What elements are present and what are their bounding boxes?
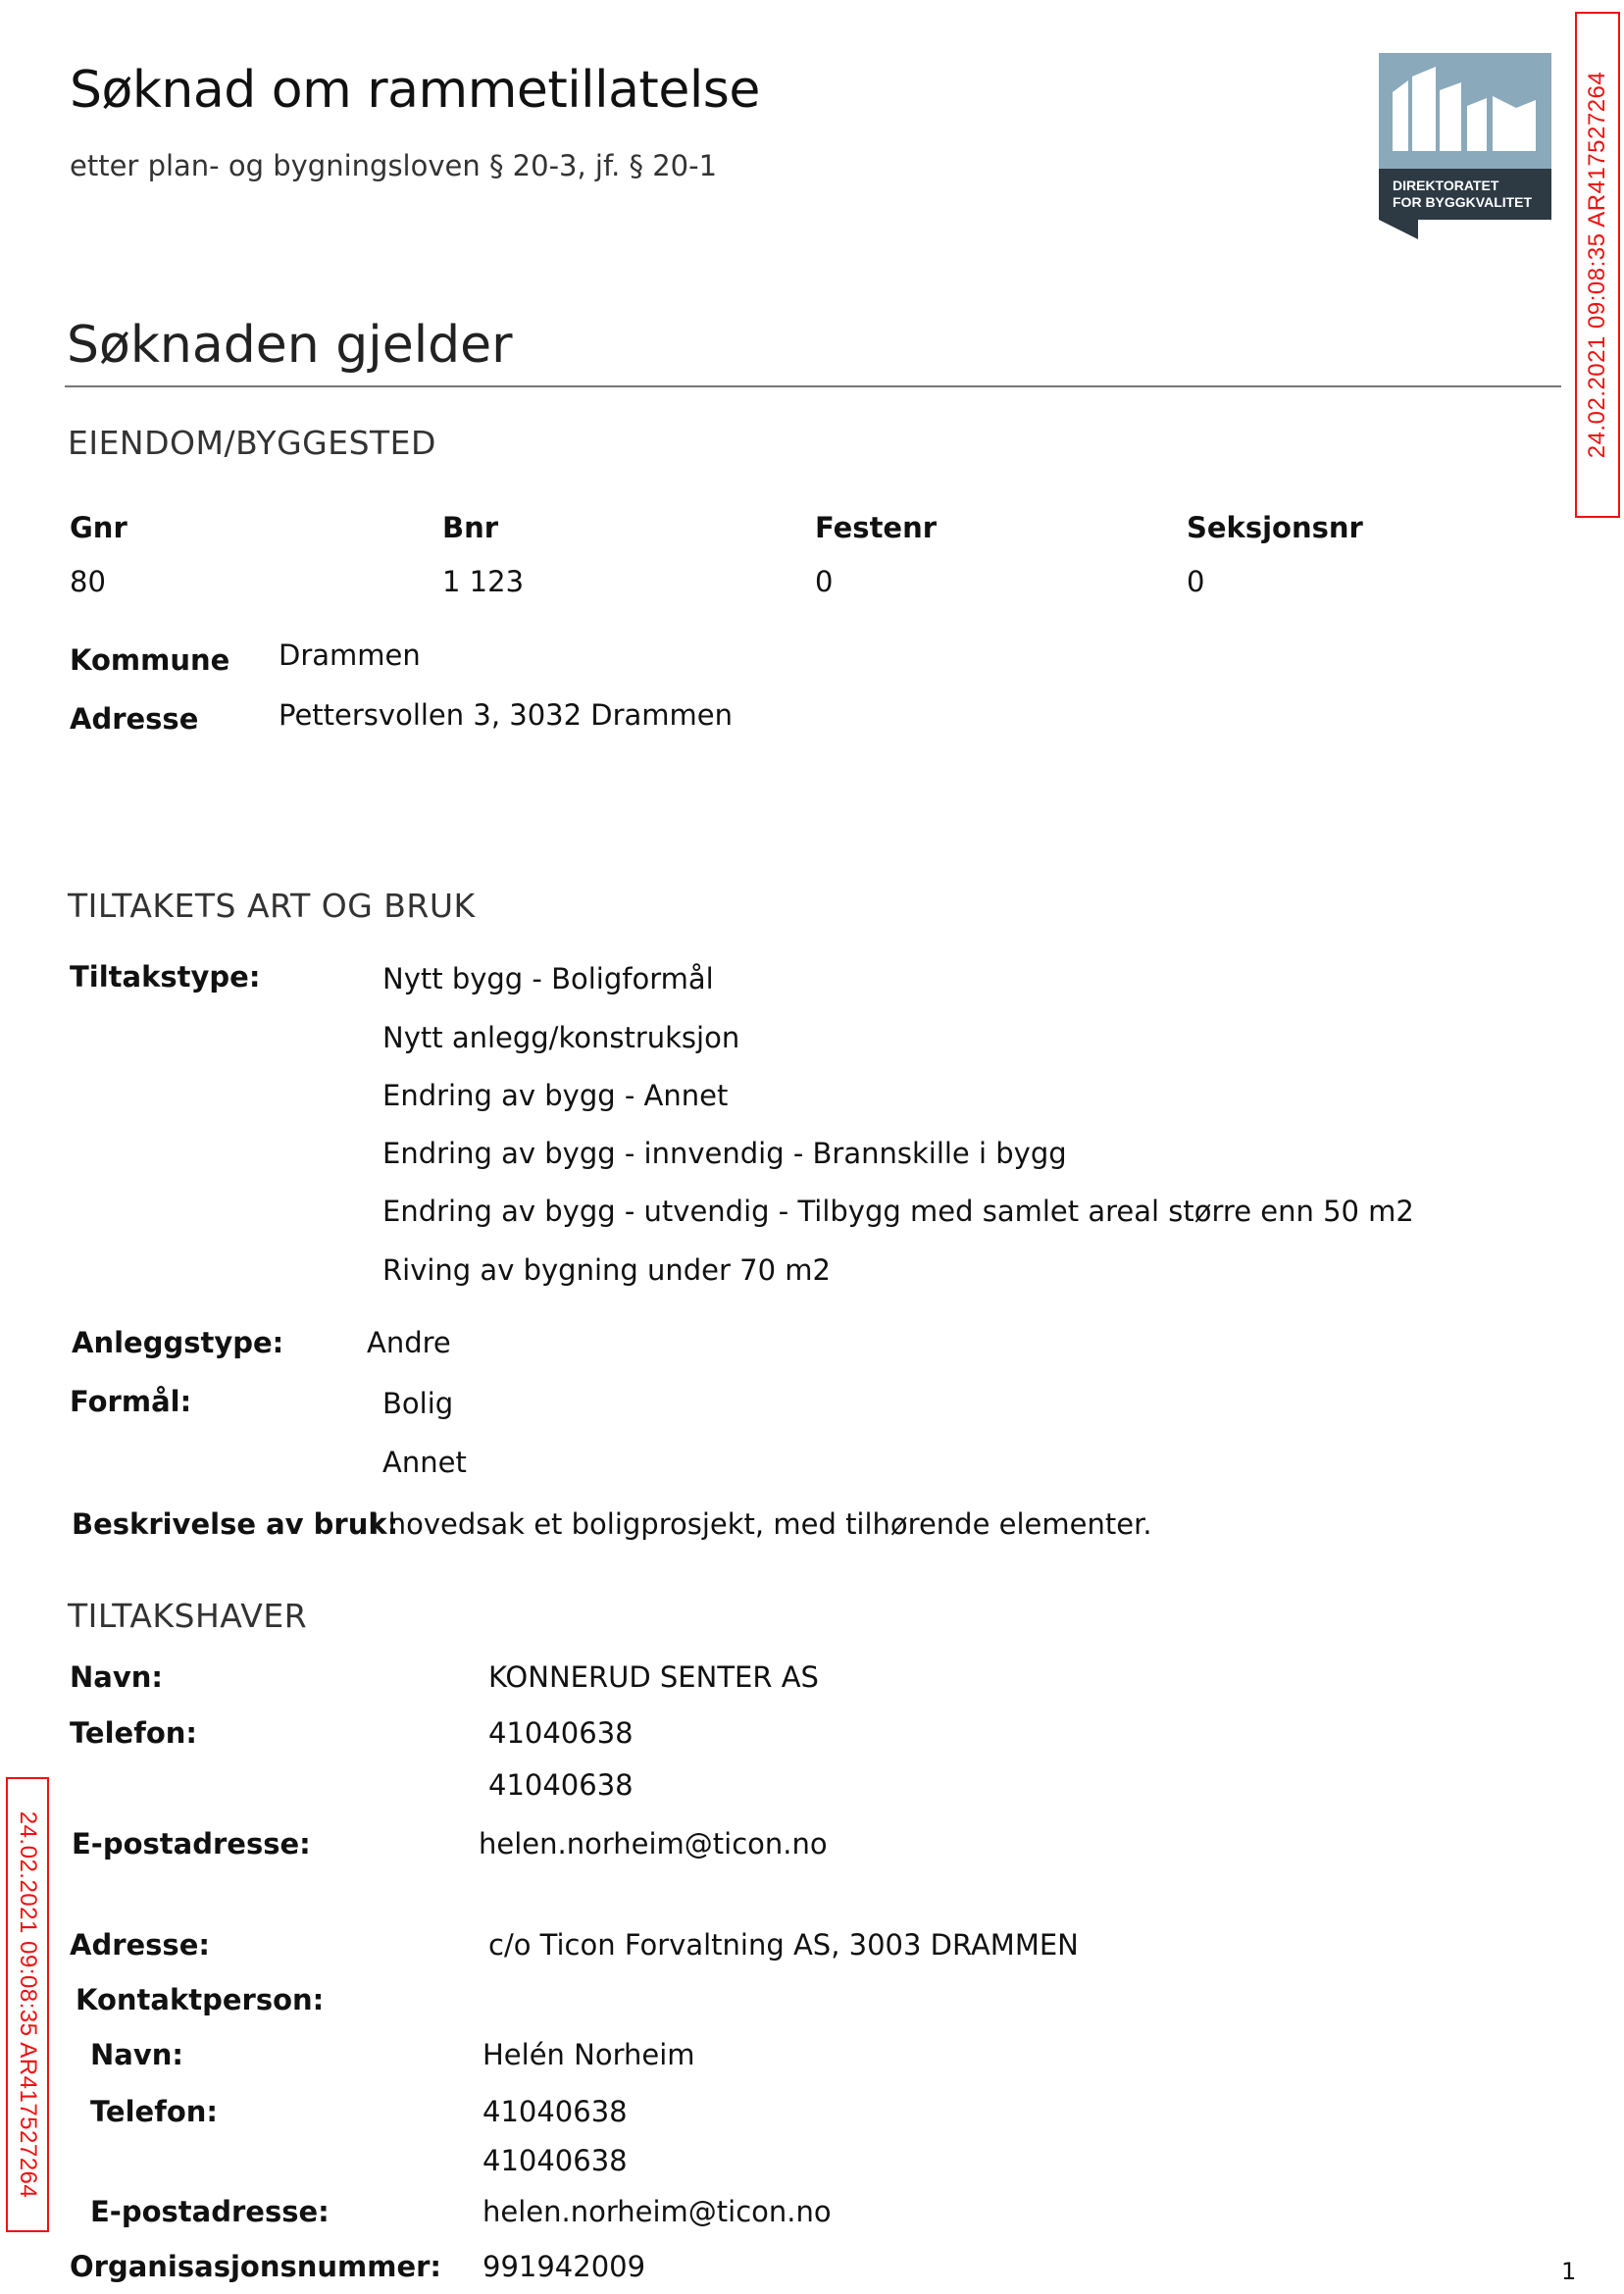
beskrivelse-value: I hovedsak et boligprosjekt, med tilhørende elementer.	[371, 1507, 1152, 1541]
bnr-value: 1 123	[442, 565, 525, 598]
kommune-value: Drammen	[279, 638, 421, 672]
navn-value: KONNERUD SENTER AS	[488, 1660, 819, 1694]
tiltakstype-item: Endring av bygg - Annet	[382, 1079, 729, 1112]
kontakt-epost-label: E-postadresse:	[90, 2195, 330, 2228]
kontakt-telefon-value: 41040638	[482, 2095, 628, 2128]
formal-label: Formål:	[70, 1385, 192, 1418]
telefon-value: 41040638	[488, 1716, 634, 1750]
kontakt-epost-value: helen.norheim@ticon.no	[482, 2195, 832, 2228]
gnr-value: 80	[70, 565, 106, 598]
orgnr-value: 991942009	[482, 2250, 646, 2283]
building-logo-icon	[1379, 53, 1551, 239]
festenr-label: Festenr	[815, 511, 938, 544]
festenr-value: 0	[815, 565, 834, 598]
beskrivelse-label: Beskrivelse av bruk:	[72, 1507, 399, 1541]
timestamp-stamp-right	[1575, 12, 1620, 518]
dibk-logo	[1379, 53, 1551, 239]
adresse-value: c/o Ticon Forvaltning AS, 3003 DRAMMEN	[488, 1928, 1079, 1962]
telefon-label: Telefon:	[70, 1716, 197, 1750]
logo-line2: FOR BYGGKVALITET	[1393, 194, 1533, 210]
adresse-value: Pettersvollen 3, 3032 Drammen	[279, 698, 734, 732]
logo-line1: DIREKTORATET	[1393, 178, 1499, 193]
formal-item: Annet	[382, 1446, 467, 1479]
kommune-label: Kommune	[70, 643, 230, 677]
tiltakstype-item: Riving av bygning under 70 m2	[382, 1253, 831, 1287]
navn-label: Navn:	[70, 1660, 163, 1694]
stamp-text: 24.02.2021 09:08:35 AR417527264	[15, 1810, 41, 2199]
tiltakstype-item: Endring av bygg - utvendig - Tilbygg med samlet areal større enn 50 m2	[382, 1195, 1414, 1228]
telefon-value: 41040638	[488, 1768, 634, 1802]
timestamp-stamp-left	[6, 1777, 49, 2232]
kontakt-navn-value: Helén Norheim	[482, 2038, 695, 2071]
heading-eiendom: EIENDOM/BYGGESTED	[68, 424, 436, 462]
kontakt-navn-label: Navn:	[90, 2038, 183, 2071]
epost-label: E-postadresse:	[72, 1827, 311, 1861]
anleggstype-value: Andre	[367, 1326, 451, 1359]
heading-tiltak: TILTAKETS ART OG BRUK	[68, 887, 476, 925]
epost-value: helen.norheim@ticon.no	[479, 1827, 828, 1861]
adresse-label: Adresse:	[70, 1928, 210, 1962]
anleggstype-label: Anleggstype:	[72, 1326, 284, 1359]
seksjonsnr-label: Seksjonsnr	[1187, 511, 1363, 544]
stamp-text: 24.02.2021 09:08:35 AR417527264	[1584, 71, 1610, 459]
formal-item: Bolig	[382, 1387, 454, 1420]
tiltakstype-label: Tiltakstype:	[70, 960, 261, 994]
document-subtitle: etter plan- og bygningsloven § 20-3, jf. § 20-1	[70, 149, 718, 182]
section-title: Søknaden gjelder	[67, 316, 513, 375]
gnr-label: Gnr	[70, 511, 127, 544]
adresse-label: Adresse	[70, 702, 199, 736]
kontakt-telefon-value: 41040638	[482, 2144, 628, 2177]
tiltakstype-item: Nytt bygg - Boligformål	[382, 962, 714, 995]
page-number: 1	[1561, 2258, 1577, 2285]
document-title: Søknad om rammetillatelse	[70, 61, 760, 120]
bnr-label: Bnr	[442, 511, 499, 544]
section-divider	[65, 385, 1561, 387]
heading-tiltakshaver: TILTAKSHAVER	[68, 1597, 308, 1635]
orgnr-label: Organisasjonsnummer:	[70, 2250, 442, 2283]
kontakt-telefon-label: Telefon:	[90, 2095, 218, 2128]
tiltakstype-item: Nytt anlegg/konstruksjon	[382, 1021, 740, 1054]
tiltakstype-item: Endring av bygg - innvendig - Brannskille i bygg	[382, 1137, 1067, 1170]
seksjonsnr-value: 0	[1187, 565, 1205, 598]
kontaktperson-label: Kontaktperson:	[76, 1983, 325, 2016]
